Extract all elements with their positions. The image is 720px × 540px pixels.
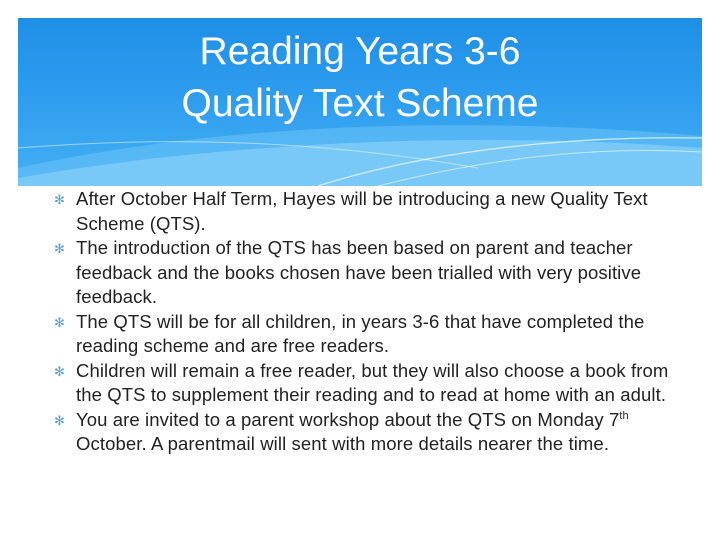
- bullet-text: The QTS will be for all children, in years 3-6 that have completed the reading scheme and are free readers.: [76, 310, 645, 356]
- bullet-item: [52, 236, 692, 310]
- bullet-superscript: th: [619, 409, 629, 422]
- bullet-text: [76, 409, 629, 455]
- asterisk-bullet-icon: ✻: [54, 241, 65, 256]
- bullet-text: The introduction of the QTS has been based on parent and teacher feedback and the books chosen have been trialled with very positive feedback.: [76, 237, 642, 307]
- bullet-text-before: You are invited to a parent workshop about the QTS on Monday 7: [76, 408, 620, 430]
- title-line-2: Quality Text Scheme: [181, 82, 539, 125]
- bullet-text: After October Half Term, Hayes will be introducing a new Quality Text Scheme (QTS).: [76, 188, 648, 234]
- asterisk-bullet-icon: ✻: [54, 412, 65, 428]
- slide-title: [18, 26, 702, 130]
- asterisk-bullet-icon: ✻: [54, 192, 65, 207]
- bullet-item: [52, 359, 692, 408]
- bullet-text-after: October. A parentmail will sent with more details nearer the time.: [76, 433, 610, 454]
- title-line-1: Reading Years 3-6: [199, 30, 521, 73]
- title-banner: [18, 18, 702, 186]
- bullet-item: [52, 408, 692, 457]
- bullet-item: [52, 187, 692, 236]
- asterisk-bullet-icon: ✻: [54, 314, 65, 330]
- bullet-item: [52, 310, 692, 359]
- asterisk-bullet-icon: ✻: [54, 363, 65, 379]
- bullet-text: Children will remain a free reader, but they will also choose a book from the QTS to supplement their reading and to read at home with an adult.: [76, 359, 669, 405]
- bullet-list: [52, 187, 692, 457]
